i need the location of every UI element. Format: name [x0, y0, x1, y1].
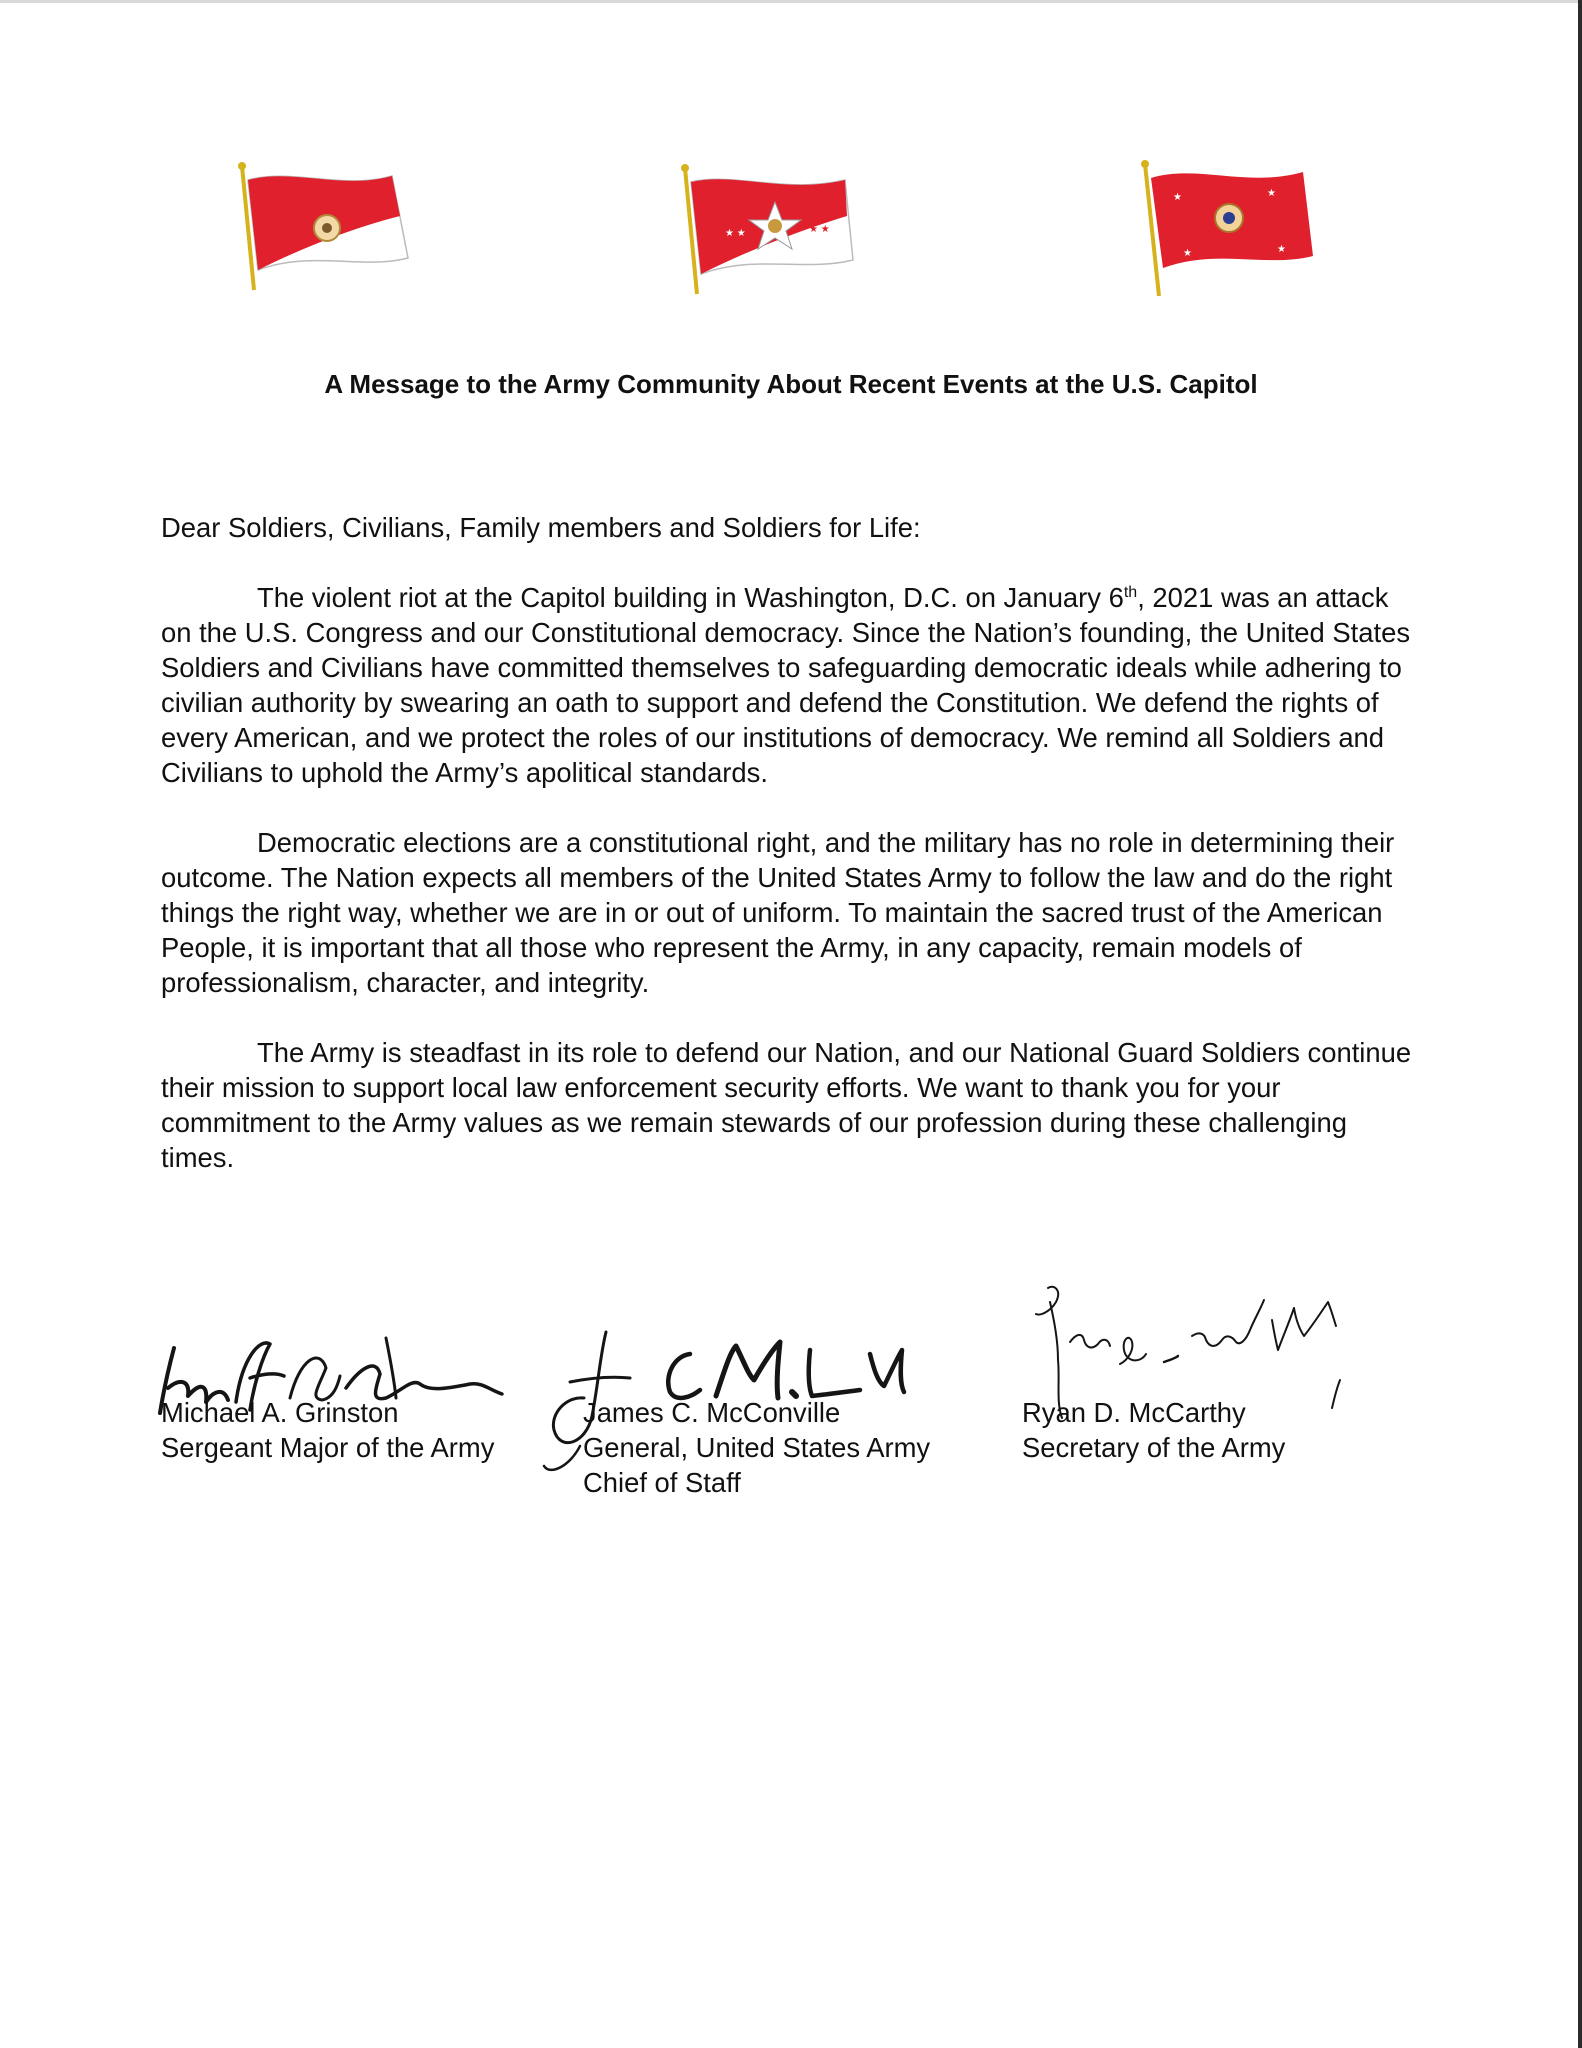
paragraph-3: The Army is steadfast in its role to defend our Nation, and our National Guard Soldiers continue their mission to support local law enforcement security efforts. We want to thank you for your commitment to the Army values as we remain stewards of our profession during these challenging times. [161, 1037, 1412, 1173]
signatory-title: Sergeant Major of the Army [161, 1432, 495, 1463]
sergeant-major-flag-icon [232, 158, 432, 308]
letter-body [161, 510, 1421, 1210]
paragraph-1-text-b: , 2021 was an attack on the U.S. Congress and our Constitutional democracy. Since the Nation’s founding, the United States Soldiers and Civilians have committed themselves to safeguarding democratic ideals while adhering to civilian authority by swearing an oath to support and defend the Constitution. We defend the rights of every American, and we protect the roles of our institutions of democracy. We remind all Soldiers and Civilians to uphold the Army’s apolitical standards. [161, 582, 1411, 788]
signature-block-mcconville [583, 1395, 930, 1500]
signature-block-grinston [161, 1395, 494, 1465]
salutation: Dear Soldiers, Civilians, Family members and Soldiers for Life: [161, 512, 921, 543]
secretary-of-the-army-flag-icon [1137, 158, 1337, 308]
scan-top-edge [0, 0, 1582, 3]
ordinal-suffix: th [1123, 583, 1138, 601]
svg-text:★: ★ [1183, 248, 1192, 259]
svg-text:★: ★ [1267, 188, 1276, 199]
signatory-name: James C. McConville [583, 1397, 841, 1428]
signatory-name: Michael A. Grinston [161, 1397, 399, 1428]
paragraph-2: Democratic elections are a constitutional right, and the military has no role in determining their outcome. The Nation expects all members of the United States Army to follow the law and do the right things the right way, whether we are in or out of uniform. To maintain the sacred trust of the American People, it is important that all those who represent the Army, in any capacity, remain models of professionalism, character, and integrity. [161, 827, 1395, 998]
svg-text:★: ★ [1173, 192, 1182, 203]
svg-text:★ ★: ★ ★ [725, 228, 746, 239]
signatory-title: Secretary of the Army [1022, 1432, 1286, 1463]
paragraph-1 [161, 580, 1421, 790]
page-title: A Message to the Army Community About Recent Events at the U.S. Capitol [324, 369, 1258, 399]
signatory-title: General, United States Army [583, 1432, 931, 1463]
paragraph-1-text-a: The violent riot at the Capitol building in Washington, D.C. on January 6 [257, 582, 1124, 613]
signatory-title-line-2: Chief of Staff [583, 1467, 741, 1498]
signature-block-mccarthy [1022, 1395, 1285, 1465]
svg-text:★ ★: ★ ★ [809, 224, 830, 235]
signatory-name: Ryan D. McCarthy [1022, 1397, 1246, 1428]
svg-text:★: ★ [1277, 244, 1286, 255]
scan-right-edge [1578, 0, 1582, 2048]
chief-of-staff-flag-icon [675, 160, 875, 310]
